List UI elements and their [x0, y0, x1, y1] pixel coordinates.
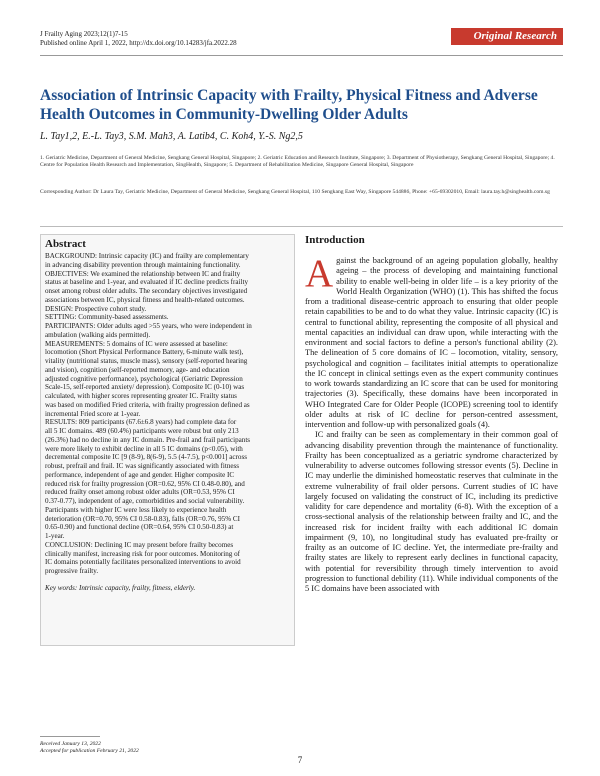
abstract-line: DESIGN: Prospective cohort study.: [45, 304, 147, 313]
abstract-line: deterioration (OR=0.70, 95% CI 0.58-0.83), falls (OR=0.76, 95% CI: [45, 514, 240, 523]
abstract-line: all 5 IC domains. 489 (60.4%) participants were robust but only 213: [45, 427, 239, 435]
drop-cap: A: [305, 252, 334, 295]
affiliations: 1. Geriatric Medicine, Department of General Medicine, Sengkang General Hospital, Singapore; 2. Geriatric Education and Research Institute, Singapore; 3. Department of Physiotherapy, Sengkang General Hospital, Singapore; 4. Centre for Population Health Research and Implementation, SingHealth, Singapore; 5. Department of Rehabilitation Medicine, Singapore General Hospital, Singapore: [40, 155, 555, 169]
corresponding-author: Corresponding Author: Dr Laura Tay, Geriatric Medicine, Department of General Medicine, Sengkang General Hospital, 110 Sengkang East Way, Singapore 544886, Phone: +65-69302010, Email: laura.tay.h@singhealth.com.sg: [40, 189, 550, 195]
abstract-line: reduced frailty onset among robust older adults (OR=0.53, 95% CI: [45, 488, 235, 497]
author-list: L. Tay1,2, E.-L. Tay3, S.M. Mah3, A. Latib4, C. Koh4, Y.-S. Ng2,5: [40, 131, 303, 142]
introduction-heading: Introduction: [305, 234, 365, 246]
abstract-line: associations between IC, physical fitness and health-related outcomes.: [45, 295, 245, 304]
abstract-line: IC domains potentially facilitates personalized interventions to avoid: [45, 558, 241, 567]
abstract-line: Participants with higher IC were less likely to experience health: [45, 505, 227, 514]
received-date: Received January 13, 2022: [40, 741, 101, 747]
abstract-line: 1-year.: [45, 532, 65, 540]
page-number: 7: [297, 755, 303, 765]
abstract-line: robust, prefrail and frail. IC was significantly associated with fitness: [45, 462, 240, 470]
abstract-line: 0.37-0.77), independent of age, comorbidities and social vulnerability.: [45, 497, 245, 505]
abstract-line: BACKGROUND: Intrinsic capacity (IC) and frailty are complementary: [45, 252, 249, 260]
introduction-body: [305, 252, 558, 594]
footer-divider: [40, 736, 100, 737]
citation-line: J Frailty Aging 2023;12(1)7-15: [40, 30, 128, 38]
abstract-line: vitality (nutritional status, muscle mass), sensory (self-reported hearing: [45, 357, 248, 365]
abstract-line: clinically manifest, increasing risk for poor outcomes. Monitoring of: [45, 549, 241, 558]
abstract-line: calculated, with higher scores representing greater IC. Frailty status: [45, 392, 237, 400]
abstract-line: onset among robust older adults. The secondary objectives investigated: [45, 287, 248, 295]
abstract-line: RESULTS: 809 participants (67.6±6.8 years) had complete data for: [45, 418, 237, 427]
abstract-line: incremental Fried score at 1-year.: [45, 409, 141, 418]
abstract-line: 0.65-0.90) and functional decline (OR=0.64, 95% CI 0.50-0.83) at: [45, 523, 234, 532]
accepted-date: Accepted for publication February 21, 2022: [40, 748, 139, 754]
abstract-line: were more likely to exhibit decline in all 5 IC domains (p<0.05), with: [45, 444, 243, 453]
header-divider: [40, 55, 563, 56]
introduction-paragraph-1: [305, 252, 558, 430]
abstract-line: PARTICIPANTS: Older adults aged >55 years, who were independent in: [45, 322, 252, 330]
abstract-line: performance, independent of age and gender. Higher composite IC: [45, 470, 235, 479]
abstract-box: [40, 234, 295, 646]
article-title: Association of Intrinsic Capacity with Frailty, Physical Fitness and Adverse Health Outcomes in Community-Dwelling Older Adults: [40, 87, 538, 123]
abstract-line: was based on modified Fried criteria, with frailty progression defined as: [45, 400, 250, 409]
abstract-line: SETTING: Community-based assessments.: [45, 313, 169, 322]
journal-header: [40, 30, 237, 48]
abstract-heading: Abstract: [45, 238, 86, 250]
abstract-line: progressive frailty.: [45, 567, 99, 575]
abstract-line: ambulation (walking aids permitted).: [45, 330, 151, 339]
article-dates: [40, 741, 139, 755]
abstract-line: locomotion (Short Physical Performance Battery, 6-minute walk test),: [45, 348, 244, 357]
abstract-line: decremental composite IC [9 (8-9), 8(6-9), 5.5 (4-7.5), p<0.001] across: [45, 453, 247, 462]
abstract-line: MEASUREMENTS: 5 domains of IC were assessed at baseline:: [45, 339, 228, 348]
abstract-body: [45, 252, 290, 576]
doi-line: Published online April 1, 2022, http://dx.doi.org/10.14283/jfa.2022.28: [40, 39, 237, 47]
abstract-line: adjusted cognitive performance), psychological (Geriatric Depression: [45, 374, 243, 383]
abstract-line: status at baseline and 1-year, and evaluated if IC decline predicts frailty: [45, 278, 248, 287]
paragraph-text: gainst the background of an ageing population globally, healthy ageing – the process of developing and maintaining functional ability to enable well-being in older life – is a key priority of the World Health Organization (WHO) (1). This has shifted the focus from a traditional disease-centric approach to ensuring that older people retain capabilities to be and to do what they value. Intrinsic capacity (IC) is central to functional ability, representing the composite of all physical and mental capacities an individual can draw upon, while interacting with the environment and social factors to define a person's functional ability (2). The delineation of 5 core domains of IC – locomotion, vitality, sensory, psychological and cognition – facilitates initial attempts to operationalize the IC concept in clinical settings even as the expert community continues to work towards standardizing an IC score that can be used for monitoring trajectories (3). Specifically, these domains have been incorporated in WHO Integrated Care for Older People (ICOPE) screening tool to identify older adults at risk of IC decline for person-centred assessment, intervention and follow-up with personalized goals (4).: [305, 256, 558, 429]
article-type-badge: Original Research: [451, 28, 563, 45]
abstract-line: and vision), cognition (self-reported memory, age- and education: [45, 365, 230, 374]
introduction-paragraph-2: IC and frailty can be seen as complementary in their common goal of advancing disability prevention through the maintenance of functionality. Frailty has been conceptualized as a geriatric syndrome characterized by vulnerability to adverse outcomes following stressor events (5). Decline in IC may underlie the diminished homeostatic reserves that culminate in the extreme vulnerability of frail older persons. Current studies of IC have largely focused on validating the construct of IC, including its predictive validity for care dependence and mortality (6-8). With the exception of a cross-sectional analysis of the relationship between frailty and IC, and the increased risk for incident frailty with each additional IC domain impairment (9, 10), no longitudinal study has evaluated pre-frailty or frailty as an outcome of IC decline. Yet, the intermediate pre-frailty and frailty states are likely to represent early declines in functional capacity, with potential for reversibility through timely intervention to avoid progression to functional debility (11). While individual components of the 5 IC domains have been associated with: [305, 430, 558, 593]
abstract-line: Scale-15, self-reported anxiety/ depression). Composite IC (0-10) was: [45, 383, 245, 392]
abstract-line: reduced risk for frailty progression (OR=0.62, 95% CI 0.48-0.80), and: [45, 479, 245, 488]
abstract-line: CONCLUSION: Declining IC may present before frailty becomes: [45, 540, 234, 549]
abstract-line: (26.3%) had no decline in any IC domain. Pre-frail and frail participants: [45, 435, 251, 444]
abstract-line: in advancing disability prevention through maintaining functionality.: [45, 260, 241, 269]
keywords: Key words: Intrinsic capacity, frailty, fitness, elderly.: [45, 583, 196, 592]
section-divider: [40, 226, 563, 227]
abstract-line: OBJECTIVES: We examined the relationship between IC and frailty: [45, 269, 241, 278]
introduction-section: [305, 234, 558, 594]
